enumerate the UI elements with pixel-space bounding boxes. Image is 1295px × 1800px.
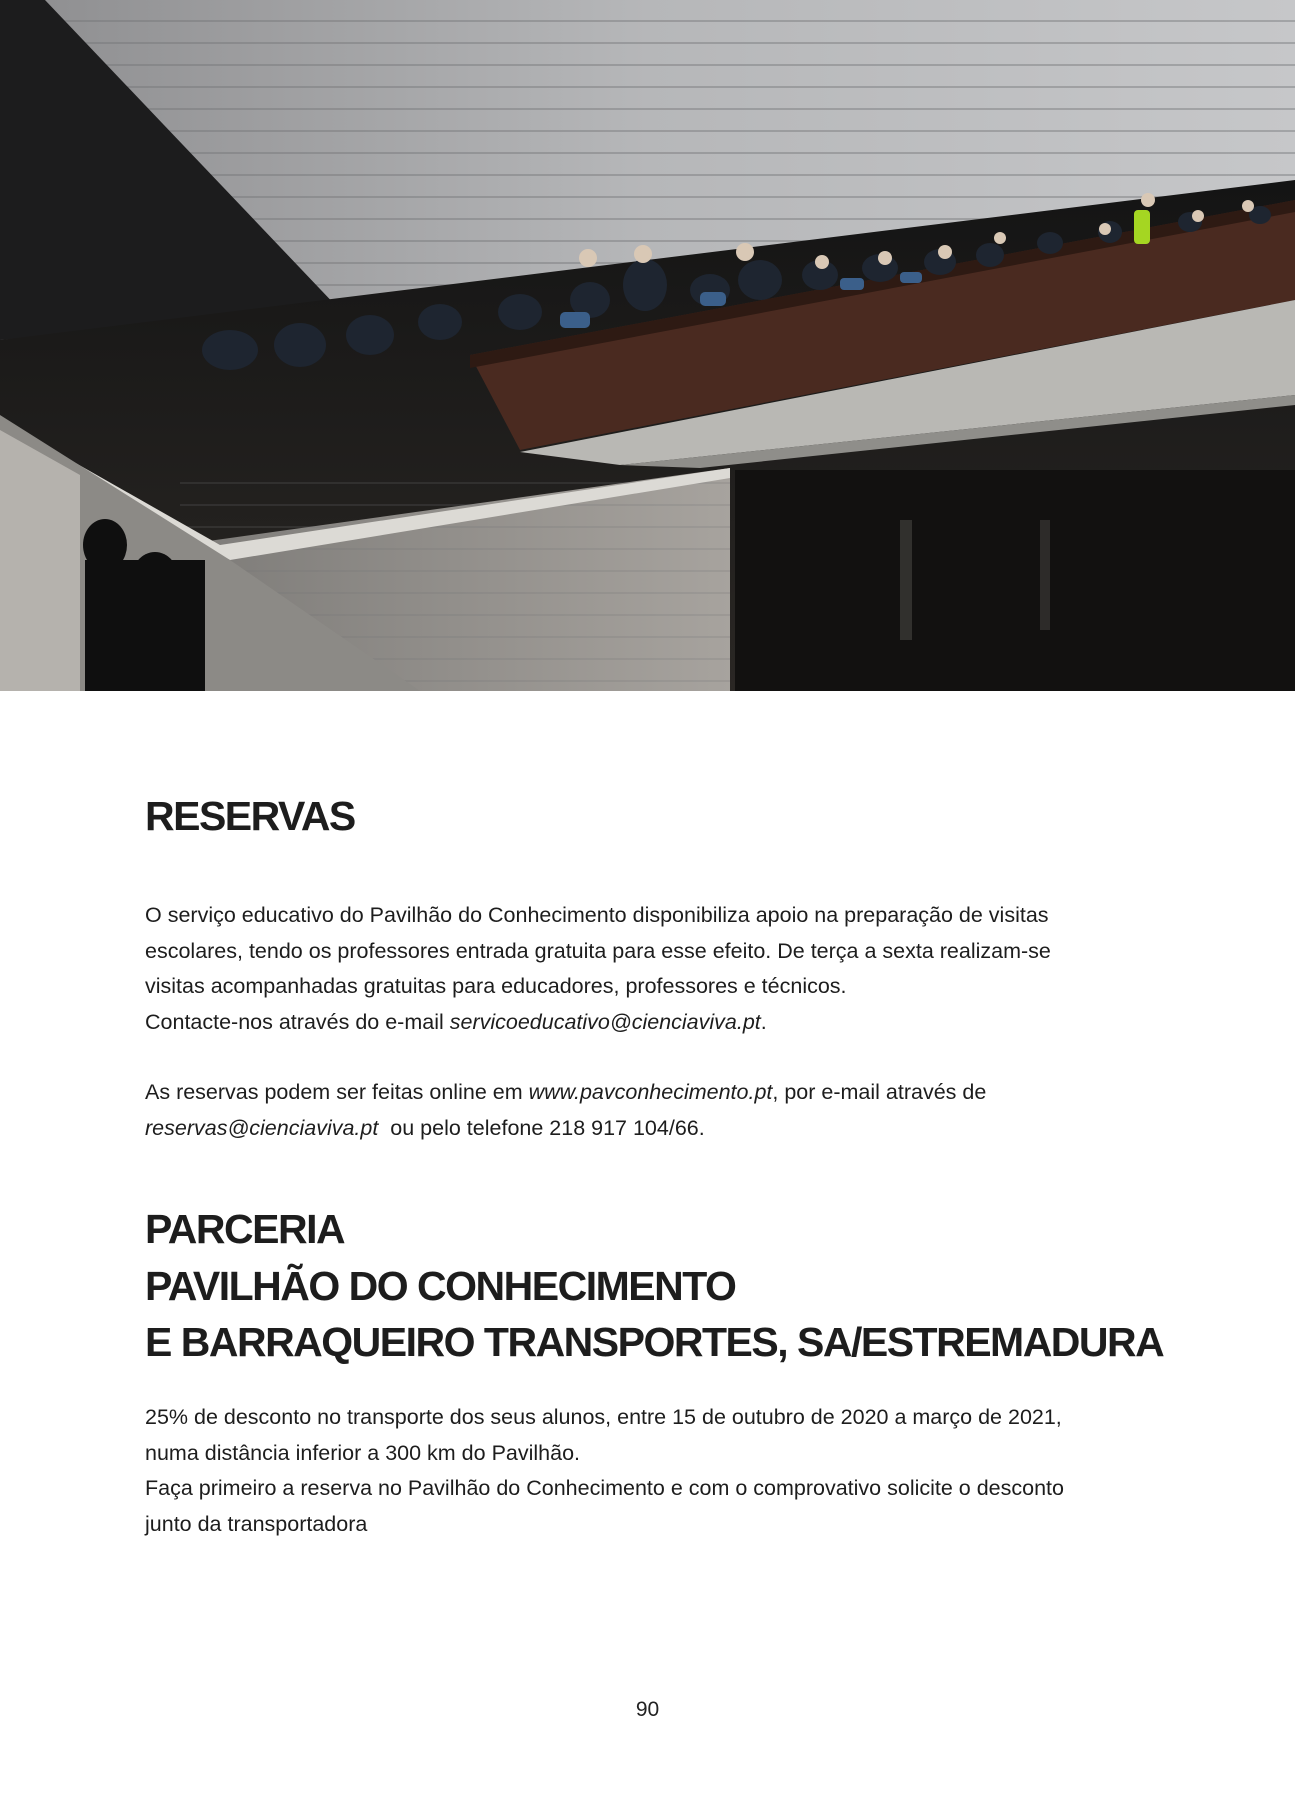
- email-via-text: , por e-mail através de: [772, 1080, 987, 1104]
- photo-image: [0, 0, 1295, 691]
- reservas-p1-line-2: escolares, tendo os professores entrada gratuita para esse efeito. De terça a sexta realizam-se: [145, 938, 1051, 963]
- header-photo: [0, 0, 1295, 691]
- reservas-email-link[interactable]: reservas@cienciaviva.pt: [145, 1115, 379, 1140]
- reservas-paragraph-2: [145, 1075, 1205, 1146]
- parceria-line-1: 25% de desconto no transporte dos seus alunos, entre 15 de outubro de 2020 a março de 2021,: [145, 1405, 1062, 1429]
- reservas-paragraph-1: [145, 898, 1205, 1040]
- contact-period: .: [760, 1009, 767, 1034]
- parceria-line-3: Faça primeiro a reserva no Pavilhão do Conhecimento e com o comprovativo solicite o desconto: [145, 1476, 1064, 1500]
- servicoeducativo-email-link[interactable]: servicoeducativo@cienciaviva.pt: [449, 1009, 761, 1034]
- reservas-p2-line-2: [145, 1111, 1205, 1147]
- phone-text: ou pelo telefone 218 917 104/66.: [378, 1115, 705, 1140]
- parceria-line-2: numa distância inferior a 300 km do Pavilhão.: [145, 1440, 581, 1465]
- reservas-p1-line-3: visitas acompanhadas gratuitas para educadores, professores e técnicos.: [145, 974, 847, 998]
- page-number: 90: [635, 1698, 660, 1721]
- parceria-line-4: junto da transportadora: [145, 1511, 368, 1536]
- parceria-title-line-2: PAVILHÃO DO CONHECIMENTO: [145, 1263, 736, 1309]
- contact-text: Contacte-nos através do e-mail: [145, 1009, 450, 1034]
- reservas-p1-line-4: [145, 1005, 1205, 1041]
- pavconhecimento-url-link[interactable]: www.pavconhecimento.pt: [528, 1080, 773, 1104]
- online-text: As reservas podem ser feitas online em: [145, 1080, 529, 1104]
- reservas-p2-line-1: [145, 1075, 1205, 1111]
- parceria-paragraph: [145, 1400, 1205, 1542]
- parceria-title-line-1: PARCERIA: [145, 1206, 345, 1252]
- parceria-title-line-3: E BARRAQUEIRO TRANSPORTES, SA/ESTREMADURA: [145, 1319, 1164, 1365]
- reservas-title: RESERVAS: [145, 793, 355, 839]
- reservas-p1-line-1: O serviço educativo do Pavilhão do Conhecimento disponibiliza apoio na preparação de visitas: [145, 903, 1049, 927]
